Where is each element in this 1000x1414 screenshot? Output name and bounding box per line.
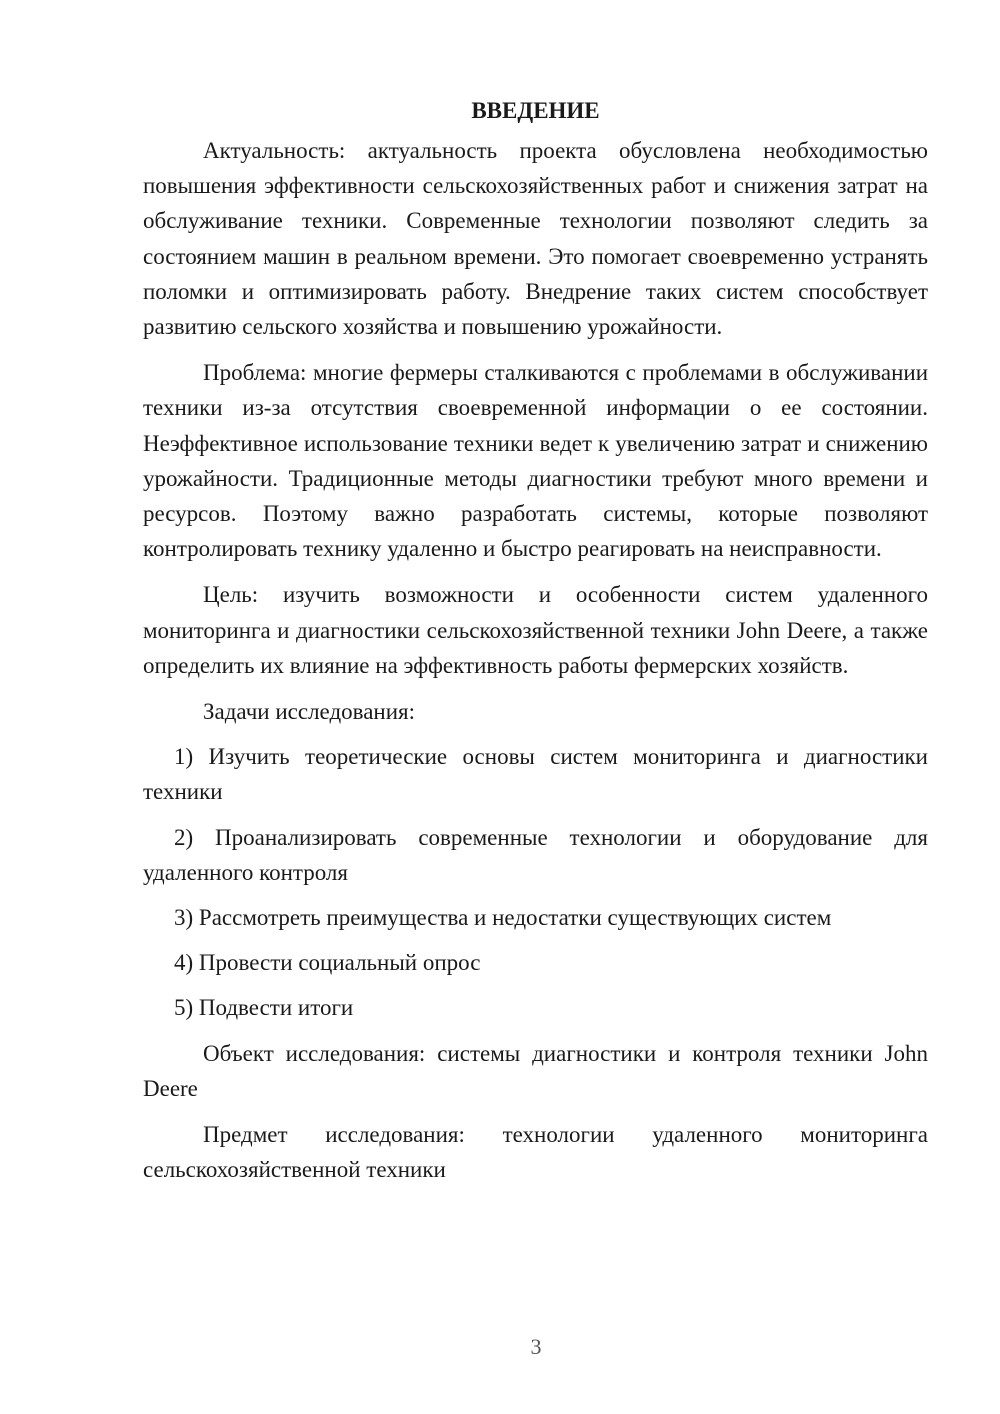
task-item-4: 4) Провести социальный опрос <box>174 950 481 976</box>
page-number: 3 <box>530 1334 542 1359</box>
task-item-5: 5) Подвести итоги <box>174 995 354 1021</box>
relevance-paragraph: Актуальность: актуальность проекта обусловлена необходимостью повышения эффективности сельскохозяйственных работ и снижения затрат на обслуживание техники. Современные технологии позволяют следить за состоянием машин в реальном времени. Это помогает своевременно устранять поломки и оптимизировать работу. Внедрение таких систем способствует развитию сельского хозяйства и повышению урожайности. <box>143 138 928 340</box>
page-content <box>143 93 928 1198</box>
task-item-3: 3) Рассмотреть преимущества и недостатки существующих систем <box>174 905 832 931</box>
problem-paragraph: Проблема: многие фермеры сталкиваются с проблемами в обслуживании техники из-за отсутствия своевременной информации о ее состоянии. Неэффективное использование техники ведет к увеличению затрат и снижению урожайности. Традиционные методы диагностики требуют много времени и ресурсов. Поэтому важно разработать системы, которые позволяют контролировать технику удаленно и быстро реагировать на неисправности. <box>143 360 928 562</box>
task-item-1: 1) Изучить теоретические основы систем мониторинга и диагностики техники <box>143 744 928 805</box>
task-item-2: 2) Проанализировать современные технологии и оборудование для удаленного контроля <box>143 824 928 885</box>
tasks-heading: Задачи исследования: <box>203 699 416 725</box>
section-title: ВВЕДЕНИЕ <box>471 98 600 123</box>
subject-paragraph: Предмет исследования: технологии удаленного мониторинга сельскохозяйственной техники <box>143 1122 928 1183</box>
tasks-list <box>143 739 928 1025</box>
goal-paragraph: Цель: изучить возможности и особенности систем удаленного мониторинга и диагностики сельскохозяйственной техники John Deere, а также определить их влияние на эффективность работы фермерских хозяйств. <box>143 582 928 678</box>
object-paragraph: Объект исследования: системы диагностики и контроля техники John Deere <box>143 1040 928 1101</box>
